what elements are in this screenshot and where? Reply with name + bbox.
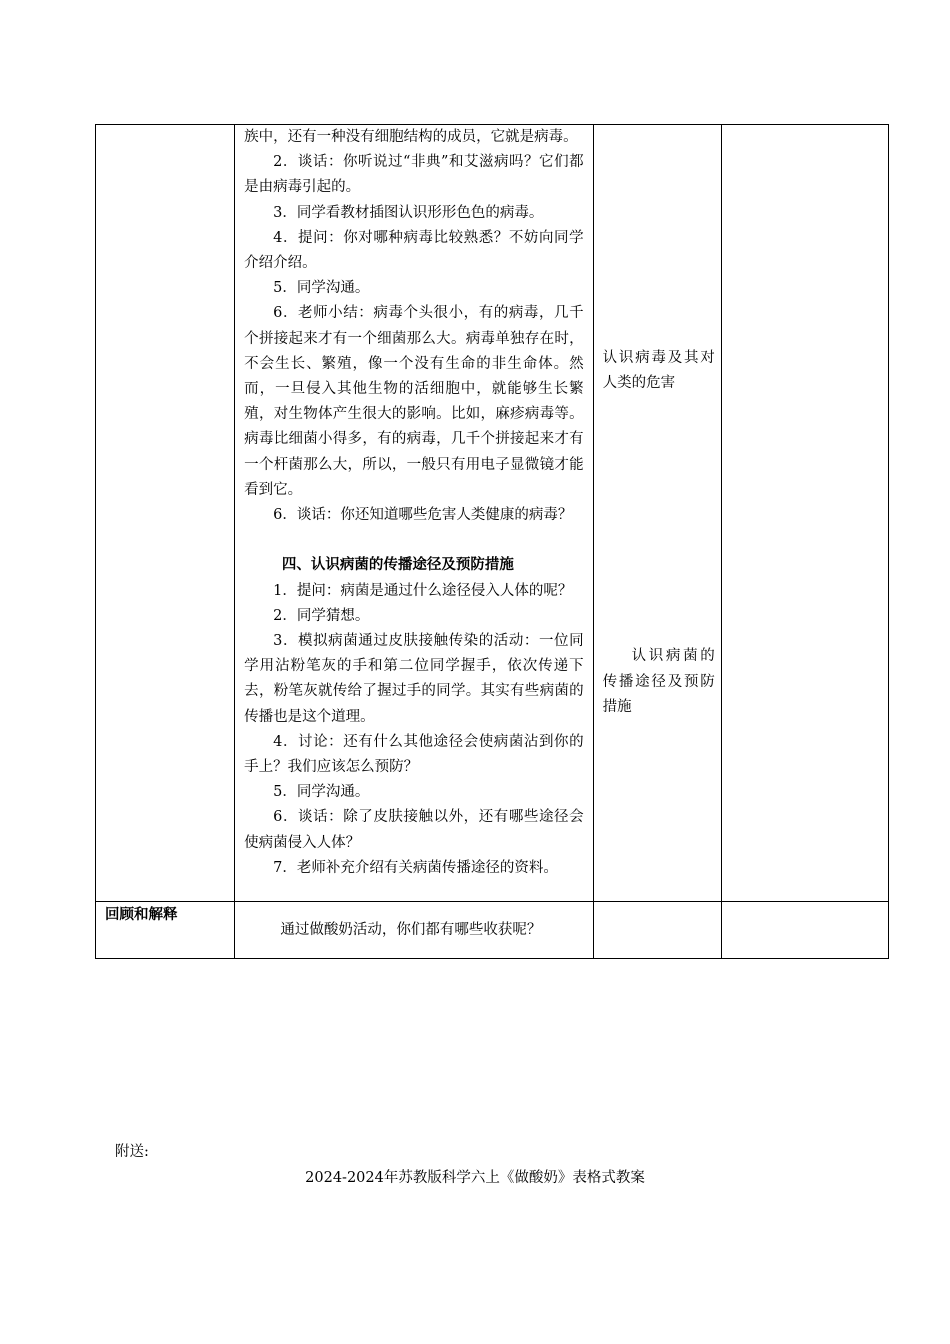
blank-line (244, 528, 583, 553)
appendix-label: 附送: (115, 1144, 149, 1160)
lesson-plan-table (95, 124, 889, 959)
activity-paragraph: 6．谈话：你还知道哪些危害人类健康的病毒？ (273, 507, 573, 524)
activity-paragraph: 2．同学猜想。 (273, 607, 370, 624)
review-row (96, 902, 889, 959)
activity-paragraph: 族中，还有一种没有细胞结构的成员，它就是病毒。 (244, 129, 578, 145)
review-goal-cell (593, 902, 721, 959)
section-heading: 四、认识病菌的传播途径及预防措施 (281, 557, 514, 574)
activity-row (96, 125, 889, 902)
goal-text-transmission: 认识病菌的传播途径及预防措施 (602, 648, 715, 715)
document-title: 2024-2024年苏教版科学六上《做酸奶》表格式教案 (305, 1170, 645, 1186)
goal-cell (593, 125, 721, 902)
activity-paragraph: 5．同学沟通。 (273, 784, 370, 801)
activity-paragraph: 4．提问：你对哪种病毒比较熟悉？不妨向同学介绍介绍。 (244, 229, 584, 272)
activity-paragraph: 7．老师补充介绍有关病菌传播途径的资料。 (273, 859, 558, 876)
activity-paragraph: 4．讨论：还有什么其他途径会使病菌沾到你的手上？我们应该怎么预防？ (244, 733, 584, 776)
stage-cell (96, 125, 235, 902)
review-question: 通过做酸奶活动，你们都有哪些收获呢？ (235, 902, 593, 959)
activity-paragraph: 3．模拟病菌通过皮肤接触传染的活动：一位同学用沾粉笔灰的手和第二位同学握手，依次传递下去，粉笔灰就传给了握过手的同学。其实有些病菌的传播也是这个道理。 (244, 633, 584, 725)
goal-text-viruses: 认识病毒及其对人类的危害 (602, 350, 715, 392)
activity-paragraph: 3．同学看教材插图认识形形色色的病毒。 (273, 204, 544, 221)
activity-paragraph: 6．谈话：除了皮肤接触以外，还有哪些途径会使病菌侵入人体？ (244, 809, 584, 851)
activity-paragraph: 6．老师小结：病毒个头很小，有的病毒，几千个拼接起来才有一个细菌那么大。病毒单独存在时，不会生长、繁殖，像一个没有生命的非生命体。然而，一旦侵入其他生物的活细胞中，就能够生长繁殖，对生物体产生很大的影响。比如，麻疹病毒等。病毒比细菌小得多，有的病毒，几千个拼接起来才有一个杆菌那么大，所以，一般只有用电子显微镜才能看到它。 (244, 305, 584, 498)
activity-paragraph: 5．同学沟通。 (273, 280, 370, 297)
review-label: 回顾和解释 (96, 902, 235, 959)
activity-content-cell (235, 125, 593, 902)
activity-content (235, 125, 592, 901)
activity-paragraph: 1．提问：病菌是通过什么途径侵入人体的呢？ (273, 582, 573, 599)
review-notes-cell (721, 902, 888, 959)
activity-paragraph: 2．谈话：你听说过“非典”和艾滋病吗？它们都是由病毒引起的。 (244, 154, 584, 196)
notes-cell (721, 125, 888, 902)
